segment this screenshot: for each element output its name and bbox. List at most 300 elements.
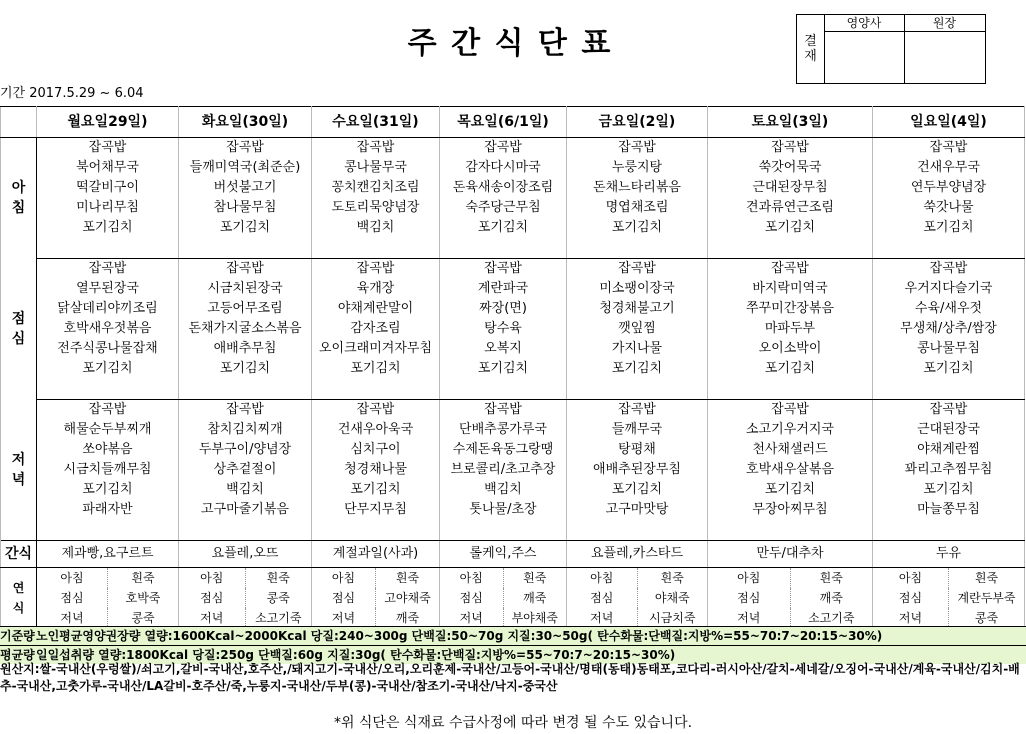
menu-cell [312,279,440,299]
menu-item: 콩나물무침 [917,341,980,356]
meal-label-dinner [1,400,37,541]
menu-item: 미나리무침 [76,200,139,215]
menu-item: 백김치 [356,220,395,235]
menu-item: 파래자반 [82,502,133,517]
day-header-cell [567,107,708,138]
empty-cell [179,238,312,259]
menu-cell [873,158,1025,178]
menu-cell [873,460,1025,480]
menu-cell [37,319,179,339]
menu-cell [312,359,440,379]
snack-item: 제과빵,요구르트 [61,546,154,561]
menu-item: 포기김치 [764,482,816,497]
menu-cell [312,480,440,500]
gruel-type: 계란두부죽 [957,591,1016,605]
menu-item: 두부구이/양념장 [198,442,292,457]
menu-item: 포기김치 [82,220,133,235]
menu-cell [873,339,1025,359]
menu-cell [567,359,708,379]
menu-item: 잡곡밥 [88,261,127,276]
menu-item: 브로콜리/초고추장 [450,462,556,477]
menu-item: 무장아찌무침 [752,502,828,517]
menu-cell [37,198,179,218]
menu-cell [708,319,873,339]
menu-item: 닭살데리야끼조림 [57,301,158,316]
menu-row [1,299,1025,319]
menu-cell [179,218,312,238]
menu-item: 깻잎찜 [618,321,656,336]
standard-label: 기준량 [0,629,35,643]
menu-cell [312,460,440,480]
gruel-label-bottom: 식 [12,601,25,616]
day-header-cell [312,107,440,138]
menu-item: 포기김치 [764,220,816,235]
menu-cell [708,400,873,421]
menu-cell [708,420,873,440]
menu-cell [37,500,179,520]
empty-cell [440,520,567,541]
menu-row [1,480,1025,500]
menu-item: 도토리묵양념장 [331,200,420,215]
day-header: 금요일(2일) [598,114,676,130]
menu-row [1,500,1025,520]
menu-cell [440,319,567,339]
menu-cell [179,400,312,421]
menu-item: 호박새우젓볶음 [63,321,152,336]
menu-item: 떡갈비구이 [76,180,139,195]
menu-item: 누룽지탕 [611,160,663,175]
menu-item: 고구마맛탕 [605,502,669,517]
menu-item: 근대된장국 [917,422,980,437]
menu-cell [873,218,1025,238]
menu-cell [873,500,1025,520]
menu-row [1,158,1025,178]
menu-cell [312,440,440,460]
menu-cell [567,420,708,440]
day-header-cell [873,107,1025,138]
gruel-meal: 저녁 [873,608,949,628]
menu-item: 북어채무국 [76,160,139,175]
menu-cell [873,259,1025,280]
menu-cell [440,299,567,319]
menu-cell [440,440,567,460]
menu-cell [567,138,708,159]
gruel-meal: 저녁 [708,608,791,628]
menu-cell [708,359,873,379]
menu-cell [179,279,312,299]
gruel-cell [440,568,567,589]
menu-item: 포기김치 [923,482,974,497]
snack-cell [708,541,873,568]
menu-cell [179,178,312,198]
menu-item: 돈채가지굴소스볶음 [188,321,302,336]
menu-item: 천사채샐러드 [752,442,828,457]
menu-item: 상추겉절이 [213,462,277,477]
menu-item: 탕평채 [618,442,656,457]
menu-row [1,138,1025,159]
menu-item: 쭈꾸미간장볶음 [746,301,834,316]
menu-item: 감자다시마국 [465,160,541,175]
menu-item: 소고기우거지국 [746,422,834,437]
menu-item: 잡곡밥 [88,402,127,417]
empty-cell [873,520,1025,541]
menu-cell [312,299,440,319]
menu-item: 단배추콩가루국 [459,422,547,437]
gruel-label [1,568,37,629]
menu-item: 건새우무국 [917,160,980,175]
menu-item: 잡곡밥 [618,140,656,155]
approval-label-bottom: 재 [804,49,817,64]
menu-cell [873,279,1025,299]
gruel-type: 야채죽 [654,591,690,605]
approval-label [797,15,825,83]
day-header: 화요일(30일) [201,114,289,130]
menu-cell [873,440,1025,460]
menu-cell [312,158,440,178]
empty-cell [873,238,1025,259]
menu-item: 들깨미역국(최준순) [189,160,301,175]
menu-row [1,259,1025,280]
menu-item: 청경채불고기 [599,301,675,316]
menu-item: 잡곡밥 [356,261,395,276]
gruel-row [1,568,1025,589]
menu-cell [708,460,873,480]
menu-item: 해물순두부찌개 [63,422,152,437]
gruel-type: 흰죽 [395,571,420,585]
menu-cell [179,480,312,500]
menu-cell [37,480,179,500]
menu-item: 육개장 [356,281,395,296]
gruel-meal: 저녁 [312,608,376,628]
menu-cell [440,480,567,500]
menu-cell [440,218,567,238]
menu-cell [567,198,708,218]
menu-item: 포기김치 [350,482,401,497]
empty-cell [37,379,179,400]
menu-item: 포기김치 [82,482,133,497]
menu-item: 전주식콩나물잡채 [57,341,158,356]
gruel-type: 소고기죽 [808,611,855,625]
menu-item: 건새우아욱국 [337,422,414,437]
standard-intake-row [0,626,1026,645]
menu-cell [37,158,179,178]
menu-cell [708,339,873,359]
menu-item: 잡곡밥 [771,402,809,417]
gruel-meal: 점심 [37,588,108,608]
menu-item: 오복지 [484,341,522,356]
empty-cell [440,379,567,400]
meal-label-top: 점 [11,311,26,327]
snack-cell [567,541,708,568]
menu-item: 열무된장국 [76,281,139,296]
empty-cell [37,520,179,541]
gruel-meal: 점심 [708,588,791,608]
menu-cell [708,138,873,159]
gruel-meal: 점심 [312,588,376,608]
menu-item: 감자조림 [350,321,401,336]
gruel-cell [567,568,708,589]
menu-cell [312,198,440,218]
menu-item: 포기김치 [611,482,663,497]
gruel-meal: 저녁 [179,608,246,628]
menu-cell [440,178,567,198]
meal-separator [1,520,1025,541]
menu-cell [440,400,567,421]
average-label: 평균량 [0,648,35,662]
menu-cell [179,460,312,480]
gruel-type: 흰죽 [660,571,684,585]
menu-cell [312,218,440,238]
gruel-cell [873,588,1025,608]
snack-label: 간식 [4,546,33,562]
menu-item: 잡곡밥 [484,261,522,276]
menu-item: 잡곡밥 [88,140,127,155]
menu-cell [567,339,708,359]
day-header: 월요일29일) [67,114,148,130]
menu-item: 무생채/상추/쌈장 [900,321,997,336]
menu-item: 견과류연근조림 [746,200,834,215]
menu-item: 포기김치 [350,361,401,376]
menu-cell [179,339,312,359]
empty-cell [440,238,567,259]
approval-nutritionist: 영양사 [824,15,904,32]
menu-item: 쏘야볶음 [82,442,133,457]
menu-item: 잡곡밥 [356,402,395,417]
menu-item: 참나물무침 [213,200,277,215]
menu-item: 포기김치 [219,361,271,376]
menu-item: 미소팽이장국 [599,281,675,296]
menu-item: 톳나물/초장 [469,502,537,517]
menu-cell [567,158,708,178]
empty-cell [567,238,708,259]
menu-item: 잡곡밥 [484,402,522,417]
gruel-row [1,588,1025,608]
period-label: 기간 2017.5.29 ~ 6.04 [0,86,144,101]
menu-cell [440,460,567,480]
meal-label-bottom: 심 [11,331,26,347]
menu-item: 쑥갓나물 [923,200,974,215]
menu-item: 애배추무침 [213,341,277,356]
menu-cell [37,460,179,480]
empty-cell [37,238,179,259]
empty-cell [179,520,312,541]
menu-cell [708,178,873,198]
gruel-meal: 아침 [708,568,791,588]
menu-item: 포기김치 [923,361,974,376]
snack-cell [873,541,1025,568]
menu-cell [873,359,1025,379]
menu-row [1,319,1025,339]
menu-item: 포기김치 [219,220,271,235]
menu-item: 청경채나물 [344,462,407,477]
menu-item: 호박새우살볶음 [746,462,834,477]
gruel-type: 흰죽 [131,571,155,585]
day-header-row [1,107,1025,138]
empty-cell [873,379,1025,400]
snack-item: 계절과일(사과) [332,546,419,561]
gruel-meal: 점심 [179,588,246,608]
menu-cell [567,319,708,339]
menu-cell [179,359,312,379]
snack-cell [440,541,567,568]
menu-cell [440,138,567,159]
menu-cell [567,480,708,500]
snack-item: 롤케익,주스 [469,546,537,561]
menu-row [1,440,1025,460]
day-header-cell [179,107,312,138]
meal-label-top: 저 [11,451,26,468]
menu-row [1,218,1025,238]
menu-item: 잡곡밥 [771,140,809,155]
empty-cell [312,238,440,259]
menu-cell [37,359,179,379]
menu-cell [37,178,179,198]
menu-item: 숙주당근무침 [465,200,541,215]
menu-cell [179,440,312,460]
menu-item: 잡곡밥 [771,261,809,276]
menu-item: 참치김치찌개 [207,422,283,437]
meal-label-bottom: 녁 [11,471,26,488]
origin-info: 원산지:쌀-국내산(우렁쌀)/쇠고기,갈비-국내산,호주산,/돼지고기-국내산/오리,오리훈제-국내산/고등어-국내산/명태(동태)동태포,코다리-러시아산/갈치-세네갈/오징어-국내산/계육-국내산/김치-배추-국내산,고춧가루-국내산/LA갈비-호주산/죽,누룽지-국내산/두부(콩)-국내산/참조기-국내산/낙지-중국산 [0,662,1020,693]
gruel-cell [312,588,440,608]
gruel-type: 콩죽 [131,611,155,625]
gruel-cell [708,588,873,608]
gruel-cell [37,588,179,608]
gruel-meal: 아침 [440,568,504,588]
menu-cell [567,279,708,299]
menu-cell [37,400,179,421]
menu-cell [440,279,567,299]
menu-cell [567,500,708,520]
snack-cell [312,541,440,568]
menu-cell [873,138,1025,159]
menu-item: 가지나물 [611,341,663,356]
menu-cell [312,319,440,339]
gruel-meal: 저녁 [440,608,504,628]
menu-cell [179,319,312,339]
snack-cell [179,541,312,568]
gruel-cell [179,588,312,608]
menu-item: 마늘쫑무침 [917,502,980,517]
menu-row [1,420,1025,440]
menu-cell [708,198,873,218]
menu-cell [708,279,873,299]
average-text: 일일섭취량 열량:1800Kcal 당질:250g 단백질:60g 지질:30g( 탄수화물:단백질:지방%=55~70:7~20:15~30%) [36,648,676,662]
day-header-cell [440,107,567,138]
day-header: 목요일(6/1일) [457,114,549,130]
menu-cell [708,259,873,280]
day-header: 수요일(31일) [332,114,419,130]
meal-separator [1,238,1025,259]
corner-cell [1,107,37,138]
menu-cell [440,259,567,280]
menu-cell [708,480,873,500]
menu-cell [179,138,312,159]
gruel-meal: 점심 [440,588,504,608]
menu-row [1,460,1025,480]
menu-item: 포기김치 [764,361,816,376]
gruel-type: 깨죽 [819,591,843,605]
menu-row [1,400,1025,421]
menu-item: 잡곡밥 [226,261,264,276]
menu-cell [440,359,567,379]
menu-cell [37,138,179,159]
menu-cell [708,500,873,520]
gruel-cell [440,588,567,608]
menu-item: 수육/새우젓 [914,301,983,316]
gruel-type: 부야채죽 [511,611,558,625]
menu-row [1,279,1025,299]
menu-cell [179,500,312,520]
menu-item: 바지락미역국 [752,281,828,296]
menu-item: 근대된장무침 [752,180,828,195]
gruel-meal: 저녁 [567,608,638,628]
menu-cell [567,259,708,280]
menu-item: 버섯불고기 [213,180,277,195]
empty-cell [312,379,440,400]
gruel-type: 콩죽 [974,611,999,625]
menu-item: 야채계란찜 [917,442,980,457]
menu-item: 포기김치 [477,361,529,376]
gruel-cell [708,568,873,589]
menu-item: 잡곡밥 [618,402,656,417]
menu-item: 포기김치 [611,220,663,235]
menu-item: 돈채느타리볶음 [593,180,681,195]
menu-cell [708,440,873,460]
menu-item: 애배추된장무침 [593,462,681,477]
menu-row [1,198,1025,218]
gruel-type: 고야채죽 [384,591,431,605]
gruel-label-top: 연 [12,581,25,596]
menu-cell [37,420,179,440]
menu-row [1,178,1025,198]
menu-item: 짜장(면) [479,301,527,316]
menu-item: 백김치 [484,482,522,497]
menu-item: 포기김치 [611,361,663,376]
approval-box [796,14,986,84]
gruel-type: 호박죽 [125,591,161,605]
menu-item: 계란파국 [477,281,529,296]
menu-item: 고구마줄기볶음 [201,502,289,517]
meal-label-top: 아 [11,180,26,197]
day-header-cell [708,107,873,138]
menu-cell [873,319,1025,339]
gruel-cell [37,568,179,589]
gruel-type: 소고기죽 [255,611,302,625]
menu-item: 꽁치캔김치조림 [331,180,420,195]
menu-cell [440,339,567,359]
snack-cell [37,541,179,568]
gruel-cell [567,588,708,608]
gruel-cell [312,568,440,589]
gruel-cell [179,568,312,589]
empty-cell [567,520,708,541]
menu-cell [312,178,440,198]
menu-cell [873,178,1025,198]
snack-label-cell [1,541,37,568]
menu-cell [567,299,708,319]
menu-cell [440,500,567,520]
menu-item: 시금치들깨무침 [63,462,152,477]
menu-item: 잡곡밥 [226,402,264,417]
menu-item: 돈육새송이장조림 [452,180,554,195]
meal-label-breakfast [1,138,37,259]
menu-cell [440,420,567,440]
menu-cell [312,339,440,359]
gruel-type: 흰죽 [974,571,999,585]
menu-cell [312,259,440,280]
menu-item: 단무지무침 [344,502,407,517]
